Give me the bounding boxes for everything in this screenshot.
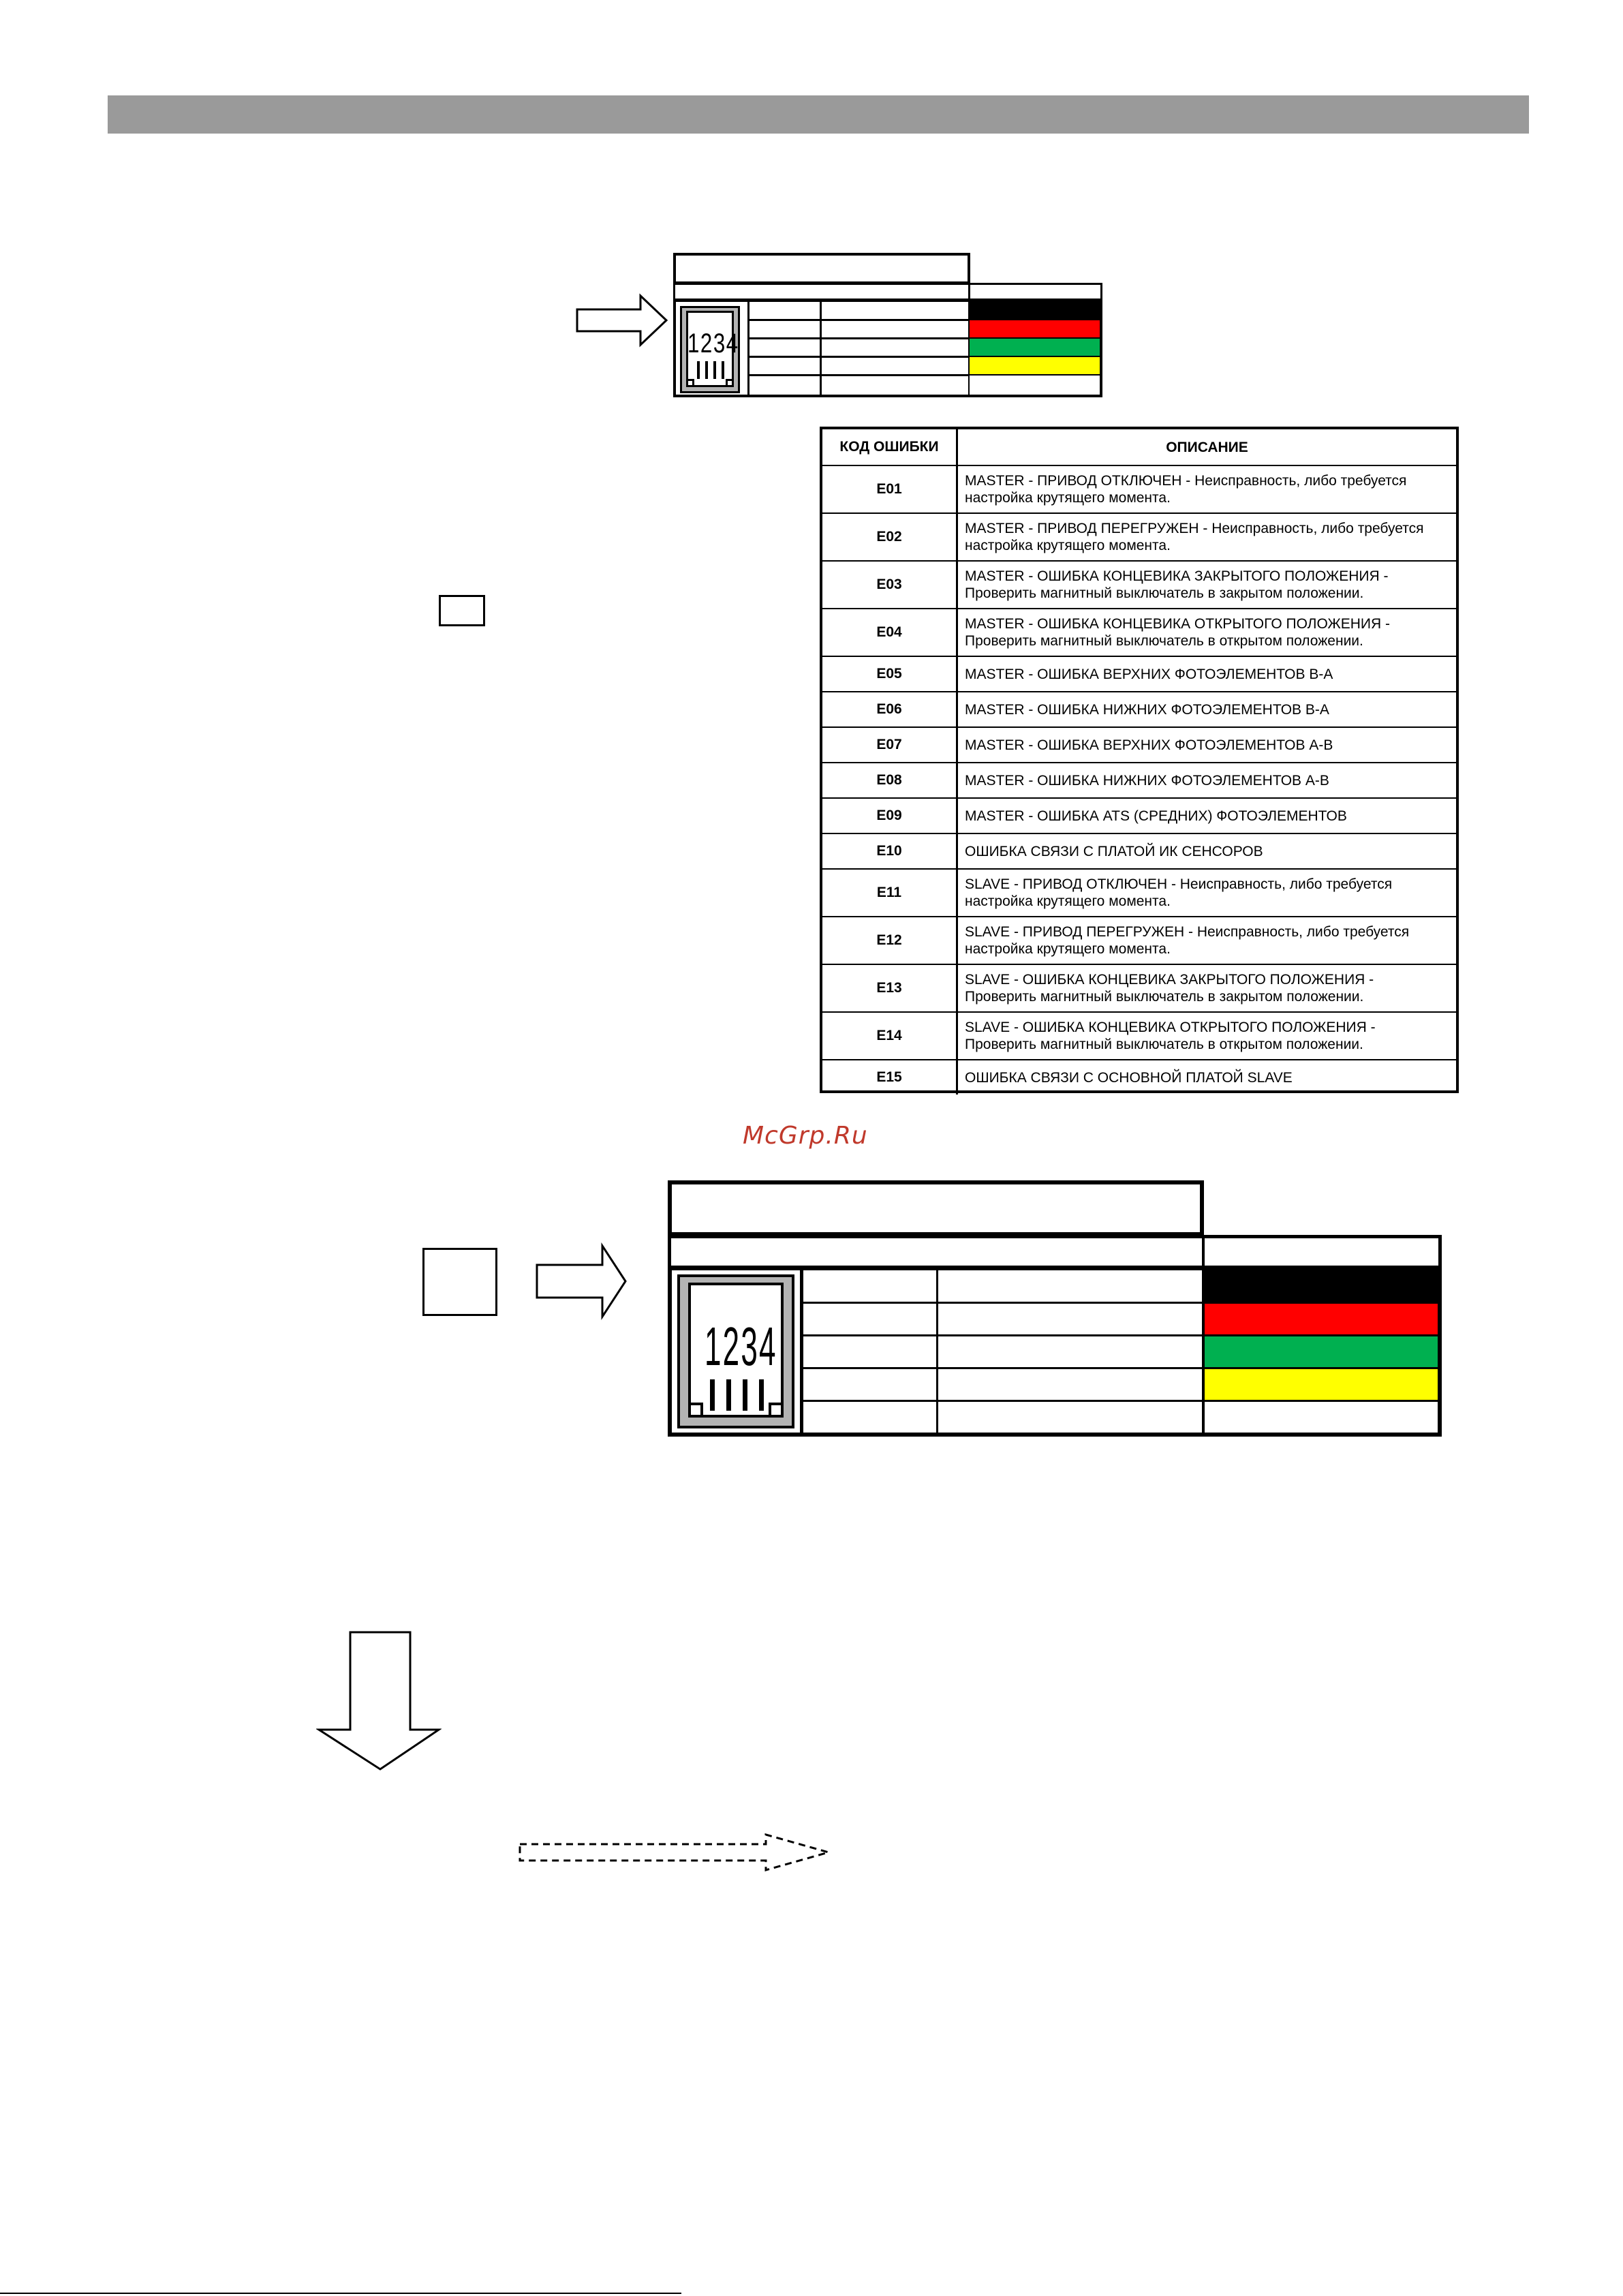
error-code: E07 xyxy=(876,737,902,752)
error-description xyxy=(956,609,1456,656)
error-description-line: Проверить магнитный выключатель в открытом положении. xyxy=(965,633,1363,649)
error-code: E05 xyxy=(876,666,902,682)
connector-header-row xyxy=(668,1235,1442,1269)
error-code: E04 xyxy=(876,624,902,640)
table-row xyxy=(822,512,1456,560)
error-description-line: SLAVE - ОШИБКА КОНЦЕВИКА ЗАКРЫТОГО ПОЛОЖЕНИЯ - xyxy=(965,972,1374,988)
wire-color-swatch xyxy=(970,302,1100,320)
wire-color-swatch xyxy=(1205,1369,1438,1400)
error-code: E11 xyxy=(876,885,902,900)
wire-color-swatch xyxy=(970,320,1100,337)
table-row xyxy=(822,691,1456,726)
error-description-line: MASTER - ОШИБКА КОНЦЕВИКА ОТКРЫТОГО ПОЛОЖЕНИЯ - xyxy=(965,616,1390,632)
error-description-line: ОШИБКА СВЯЗИ С ОСНОВНОЙ ПЛАТОЙ SLAVE xyxy=(965,1069,1293,1086)
wire-color-swatch xyxy=(1205,1270,1438,1302)
rj-jack-icon xyxy=(680,306,740,393)
table-row xyxy=(822,608,1456,656)
error-description-line: MASTER - ОШИБКА ATS (СРЕДНИХ) ФОТОЭЛЕМЕНТОВ xyxy=(965,808,1347,824)
table-row xyxy=(822,560,1456,608)
error-description-line: MASTER - ОШИБКА ВЕРХНИХ ФОТОЭЛЕМЕНТОВ A-B xyxy=(965,737,1333,753)
pin-numbers: 1234 xyxy=(687,328,739,358)
error-description xyxy=(956,514,1456,560)
arrow-down-icon xyxy=(316,1630,442,1772)
error-description xyxy=(956,965,1456,1011)
error-description-line: MASTER - ОШИБКА НИЖНИХ ФОТОЭЛЕМЕНТОВ B-A xyxy=(965,701,1329,718)
error-code: E15 xyxy=(876,1069,902,1085)
header-description: ОПИСАНИЕ xyxy=(956,429,1456,465)
error-description-line: SLAVE - ПРИВОД ОТКЛЮЧЕН - Неисправность, либо требуется xyxy=(965,876,1393,892)
error-code: E12 xyxy=(876,932,902,948)
error-description xyxy=(956,799,1456,833)
table-row xyxy=(822,726,1456,762)
error-description-line: MASTER - ОШИБКА ВЕРХНИХ ФОТОЭЛЕМЕНТОВ B-A xyxy=(965,666,1333,682)
error-description-line: Проверить магнитный выключатель в открытом положении. xyxy=(965,1037,1363,1052)
dashed-arrow-icon xyxy=(518,1832,838,1873)
error-description-line: Проверить магнитный выключатель в закрытом положении. xyxy=(965,585,1364,601)
error-description-line: ОШИБКА СВЯЗИ С ПЛАТОЙ ИК СЕНСОРОВ xyxy=(965,843,1263,859)
header-code: КОД ОШИБКИ xyxy=(839,439,939,455)
header-bar xyxy=(108,95,1529,134)
indicator-square xyxy=(422,1248,497,1316)
arrow-right-icon xyxy=(575,293,670,348)
error-description xyxy=(956,870,1456,916)
footer-divider xyxy=(0,2293,681,2294)
error-code: E13 xyxy=(876,980,902,996)
wire-color-swatch xyxy=(1205,1402,1438,1433)
table-row xyxy=(822,1011,1456,1059)
table-row xyxy=(822,465,1456,512)
error-description-line: SLAVE - ПРИВОД ПЕРЕГРУЖЕН - Неисправность, либо требуется xyxy=(965,924,1410,940)
connector-diagram-large xyxy=(668,1180,1442,1437)
table-row xyxy=(822,964,1456,1011)
connector-diagram-small xyxy=(673,253,1102,397)
table-row xyxy=(822,762,1456,797)
connector-title-box xyxy=(673,253,970,284)
error-description-line: настройка крутящего момента. xyxy=(965,538,1171,553)
error-description xyxy=(956,763,1456,797)
table-row xyxy=(822,656,1456,691)
table-row xyxy=(822,797,1456,833)
watermark: McGrp.Ru xyxy=(743,1122,868,1150)
error-code: E03 xyxy=(876,577,902,592)
wire-color-swatch xyxy=(1205,1304,1438,1334)
wire-color-swatch xyxy=(970,357,1100,374)
wire-color-swatch xyxy=(970,376,1100,395)
table-row xyxy=(822,1059,1456,1095)
wire-color-swatch xyxy=(1205,1336,1438,1367)
error-code-table xyxy=(820,427,1459,1093)
table-row xyxy=(822,868,1456,916)
wire-color-swatch xyxy=(970,339,1100,356)
error-code: E09 xyxy=(876,808,902,823)
error-description-line: SLAVE - ОШИБКА КОНЦЕВИКА ОТКРЫТОГО ПОЛОЖЕНИЯ - xyxy=(965,1020,1376,1035)
error-code: E10 xyxy=(876,843,902,859)
table-row xyxy=(822,916,1456,964)
pin-numbers: 1234 xyxy=(705,1316,777,1377)
error-code: E06 xyxy=(876,701,902,717)
error-description xyxy=(956,1060,1456,1095)
error-description xyxy=(956,562,1456,608)
error-description-line: MASTER - ОШИБКА КОНЦЕВИКА ЗАКРЫТОГО ПОЛОЖЕНИЯ - xyxy=(965,568,1389,584)
arrow-right-icon xyxy=(534,1242,630,1321)
error-code: E01 xyxy=(876,481,902,497)
error-description-line: настройка крутящего момента. xyxy=(965,490,1171,506)
error-description-line: Проверить магнитный выключатель в закрытом положении. xyxy=(965,989,1364,1005)
rj-jack-icon xyxy=(677,1274,794,1428)
indicator-square xyxy=(439,595,485,626)
error-code: E14 xyxy=(876,1028,902,1043)
connector-header-row xyxy=(673,283,1102,301)
error-description-line: MASTER - ПРИВОД ОТКЛЮЧЕН - Неисправность, либо требуется xyxy=(965,473,1407,489)
error-description-line: MASTER - ОШИБКА НИЖНИХ ФОТОЭЛЕМЕНТОВ A-B xyxy=(965,772,1329,789)
error-code: E02 xyxy=(876,529,902,545)
error-description xyxy=(956,657,1456,691)
error-description xyxy=(956,692,1456,726)
error-description-line: MASTER - ПРИВОД ПЕРЕГРУЖЕН - Неисправность, либо требуется xyxy=(965,521,1424,536)
error-description xyxy=(956,834,1456,868)
table-row xyxy=(822,833,1456,868)
connector-title-box xyxy=(668,1180,1204,1236)
error-description xyxy=(956,917,1456,964)
error-description-line: настройка крутящего момента. xyxy=(965,941,1171,957)
table-header-row xyxy=(822,429,1456,465)
error-description-line: настройка крутящего момента. xyxy=(965,893,1171,909)
error-description xyxy=(956,466,1456,512)
error-code: E08 xyxy=(876,772,902,788)
error-description xyxy=(956,1013,1456,1059)
error-description xyxy=(956,728,1456,762)
